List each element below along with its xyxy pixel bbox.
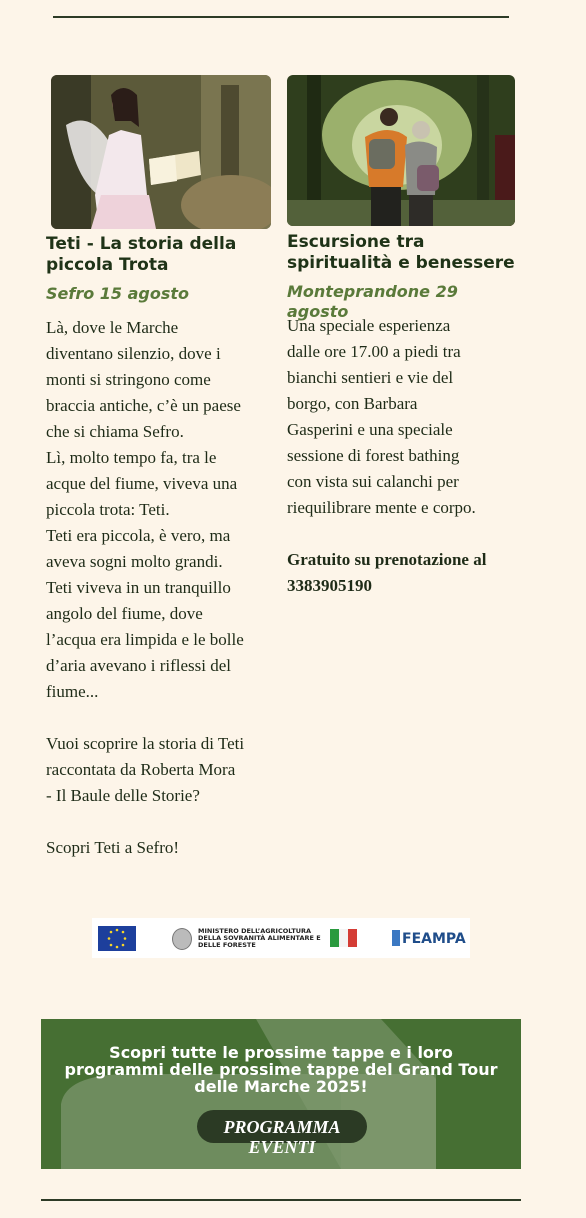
description-line: angolo del fiume, dove [46, 604, 203, 623]
booking-info: Gratuito su prenotazione al 3383905190 [287, 550, 487, 595]
italian-emblem-icon [172, 928, 192, 950]
bottom-divider [41, 1199, 521, 1201]
description-line: che si chiama Sefro. [46, 422, 184, 441]
description-line: aveva sogni molto grandi. [46, 552, 223, 571]
top-divider [53, 16, 509, 18]
description-line: sessione di forest bathing [287, 446, 460, 465]
description-spacer [46, 809, 281, 835]
description-line: - Il Baule delle Storie? [46, 786, 200, 805]
description-line: Scopri Teti a Sefro! [46, 838, 180, 857]
description-line: d’aria avevano i riflessi del [46, 656, 232, 675]
description-line: borgo, con Barbara [287, 394, 418, 413]
card-title[interactable]: Teti - La storia della piccola Trota [46, 234, 237, 275]
description-line: acque del fiume, viveva una [46, 474, 238, 493]
description-line: riequilibrare mente e corpo. [287, 498, 476, 517]
feampa-logo: FEAMPA [392, 924, 468, 952]
description-line: dalle ore 17.00 a piedi tra [287, 342, 461, 361]
description-line: diventano silenzio, dove i [46, 344, 221, 363]
card-date: Sefro 15 agosto [46, 284, 190, 303]
card-title[interactable]: Escursione tra spiritualità e benessere [287, 232, 515, 273]
storyteller-image[interactable] [51, 75, 271, 229]
description-line: Teti viveva in un tranquillo [46, 578, 231, 597]
banner-text: Scopri tutte le prossime tappe e i loro programmi delle prossime tappe del Grand Tour delle Marche 2025! [64, 1043, 498, 1096]
description-line: con vista sui calanchi per [287, 472, 459, 491]
card-description [287, 313, 522, 521]
description-spacer [46, 705, 281, 731]
description-line: Lì, molto tempo fa, tra le [46, 448, 217, 467]
ministry-name: MINISTERO DELL’AGRICOLTURA DELLA SOVRANITÀ ALIMENTARE E DELLE FORESTE [198, 927, 321, 949]
card-description [46, 315, 281, 861]
funding-logos [92, 918, 470, 958]
description-line: raccontata da Roberta Mora [46, 760, 236, 779]
description-line: braccia antiche, c’è un paese [46, 396, 241, 415]
description-line: l’acqua era limpida e le bolle [46, 630, 244, 649]
italian-flag-icon [330, 929, 357, 947]
description-line: bianchi sentieri e vie del [287, 368, 454, 387]
description-line: Vuoi scoprire la storia di Teti [46, 734, 245, 753]
description-line: Teti era piccola, è vero, ma [46, 526, 231, 545]
program-events-button[interactable]: PROGRAMMA EVENTI [197, 1110, 367, 1143]
description-line: Una speciale esperienza [287, 316, 451, 335]
grand-tour-banner [41, 1019, 521, 1169]
hikers-image[interactable] [287, 75, 515, 226]
eu-flag-icon [98, 926, 136, 951]
description-line: monti si stringono come [46, 370, 211, 389]
description-line: Là, dove le Marche [46, 318, 179, 337]
description-line: Gasperini e una speciale [287, 420, 453, 439]
description-line: fiume... [46, 682, 99, 701]
card-date: Monteprandone 29 agosto [287, 282, 458, 321]
description-line: piccola trota: Teti. [46, 500, 170, 519]
